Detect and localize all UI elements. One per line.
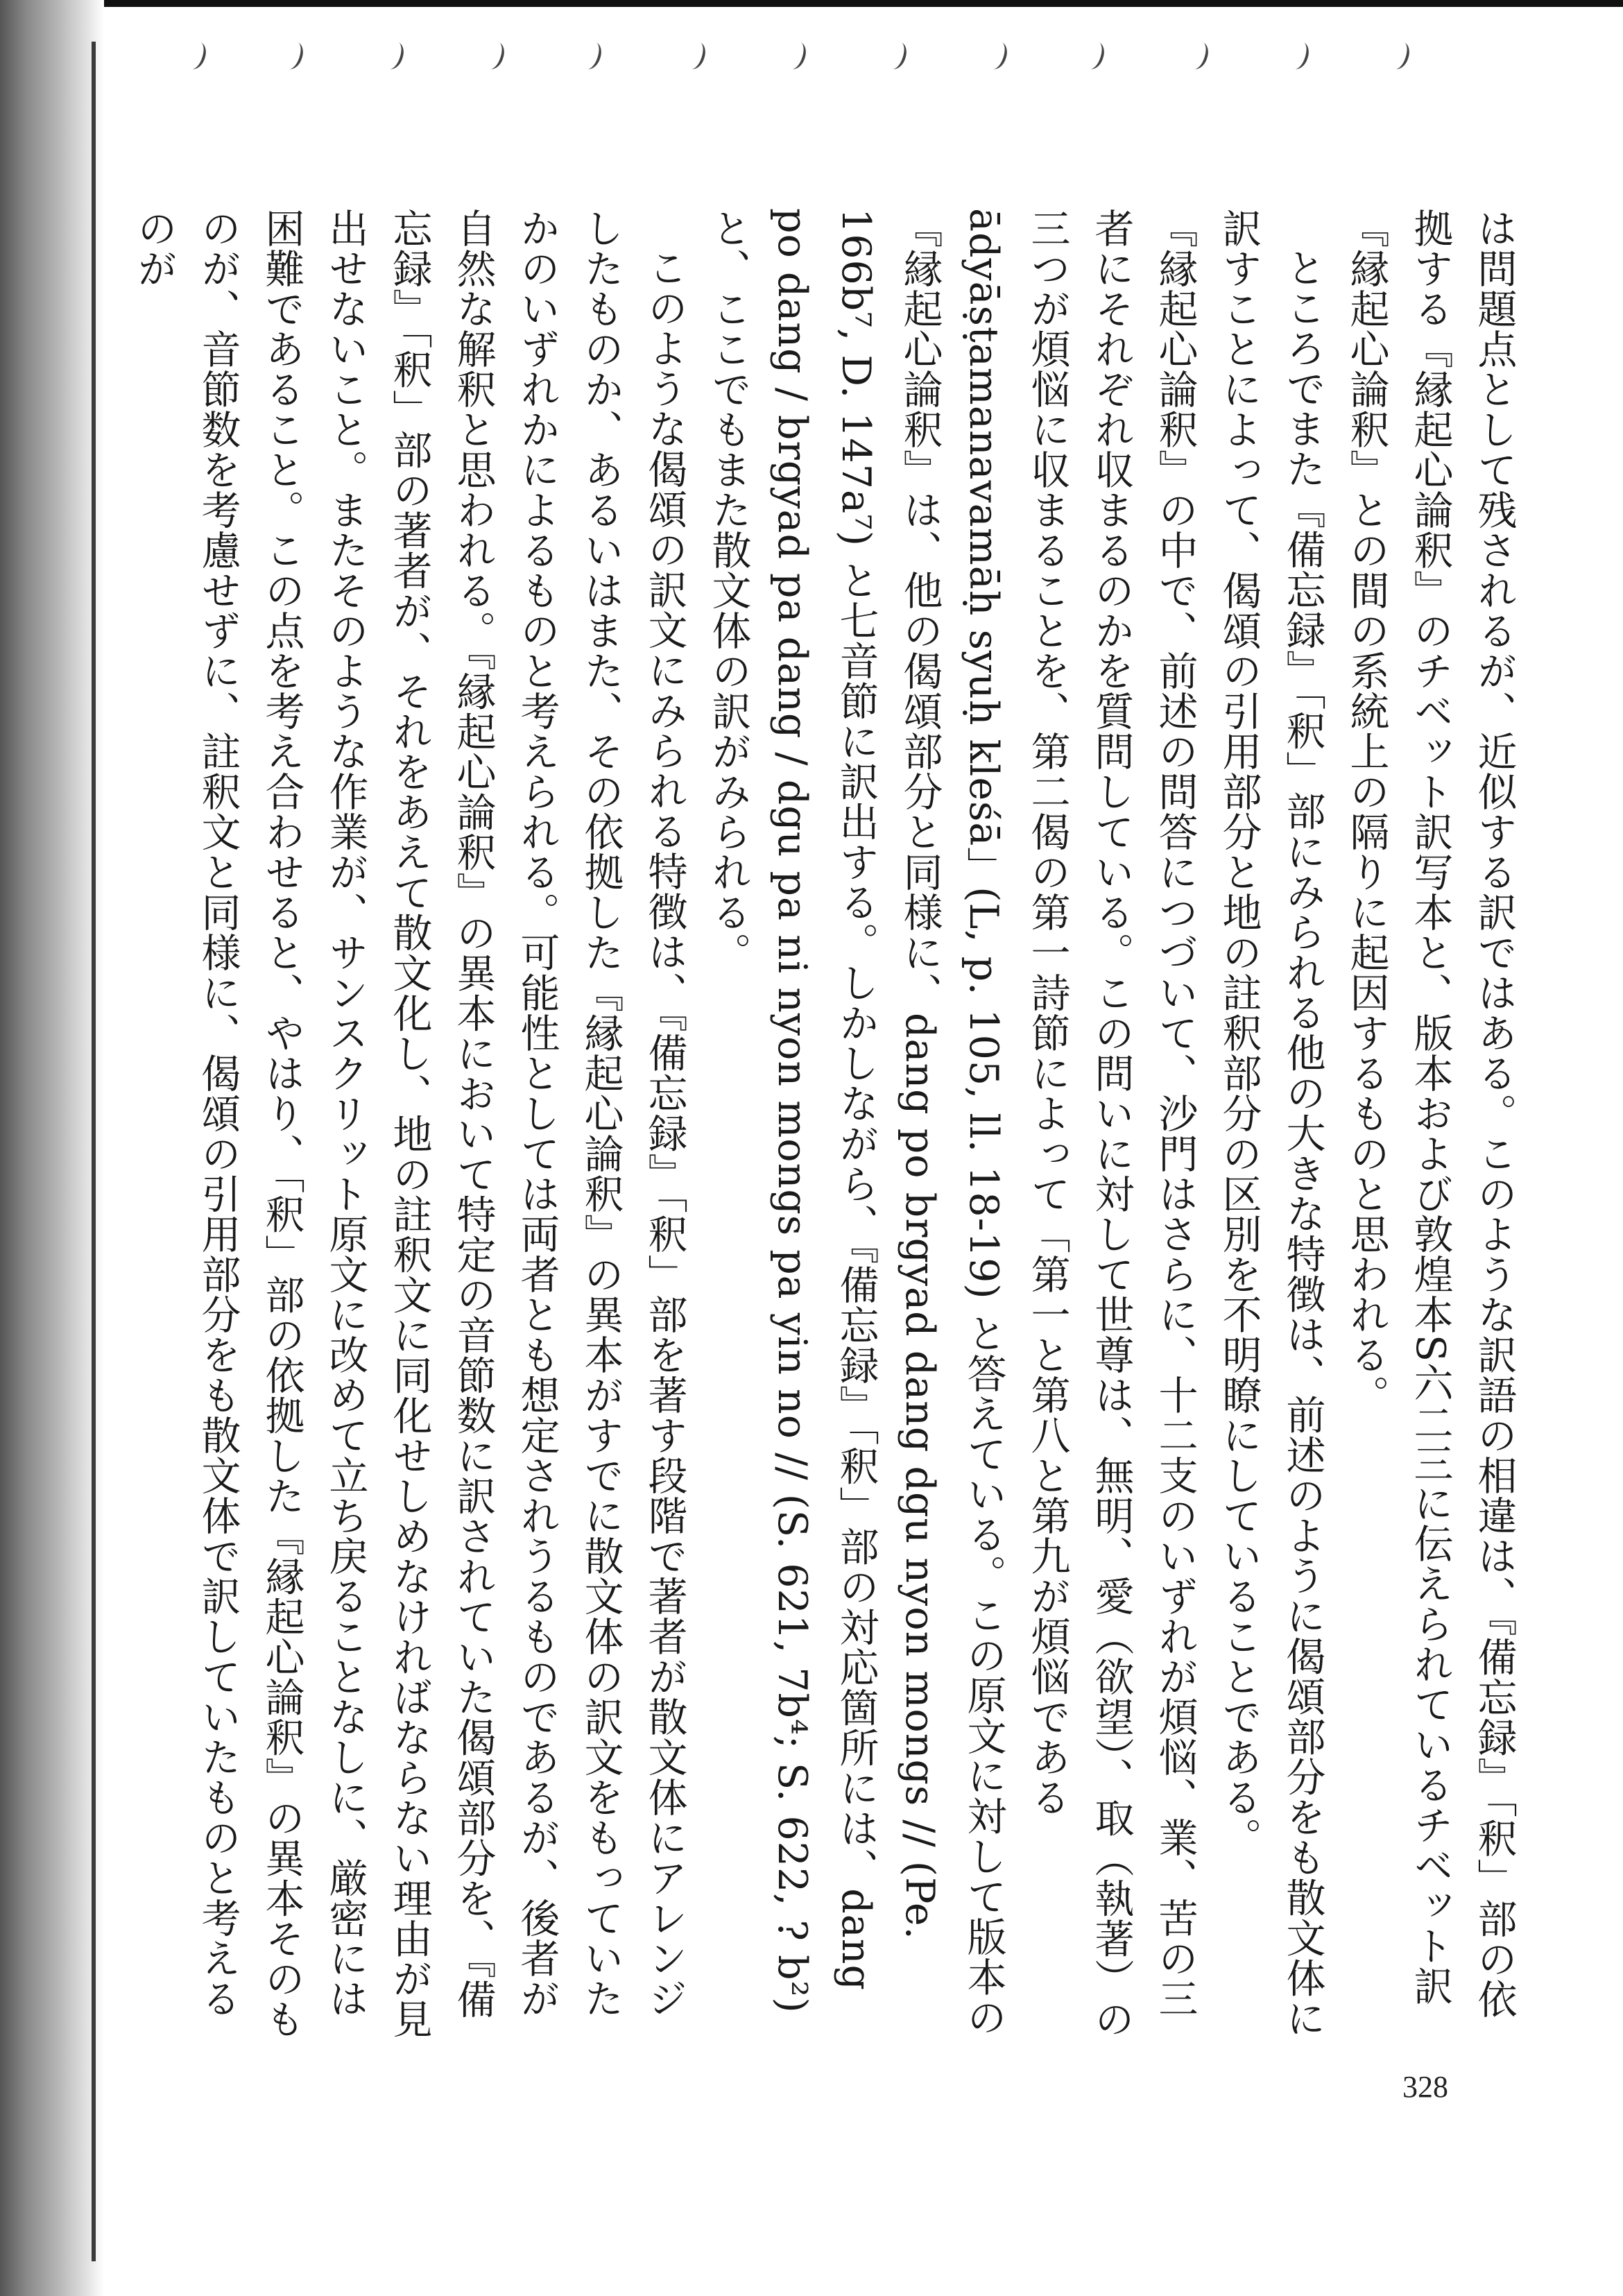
- paragraph-1: は問題点として残されるが、近似する訳ではある。このような訳語の相違は、『備忘録』「釈」部の依拠する『縁起心論釈』のチベット訳写本と、版本および敦煌本S六二三に伝えられているチベット訳『縁起心論釈』との間の系統上の隔りに起因するものと思われる。: [1343, 208, 1517, 2019]
- binding-mark: [1386, 40, 1412, 71]
- paragraph-3: 『縁起心論釈』の中で、前述の問答につづいて、沙門はさらに、十二支のいずれが煩悩、業、苦の三者にそれぞれ収まるのかを質問している。この問いに対して世尊は、無明、愛（欲望）、取（執著）の三つが煩悩に収まることを、第二偈の第一詩節によって「第一と第八と第九が煩悩である ādyāṣṭamanavamāḥ syuḥ kleśā」(L, p. 105, ll. 18-19) と答えている。この原文に対して版本の『縁起心論釈』は、他の偈頌部分と同様に、dang po brgyad dang dgu nyon mongs // (Pe. 166b⁷, D. 147a⁷) と七音節に訳出する。しかしながら、『備忘録』「釈」部の対応箇所には、dang po dang / brgyad pa dang / dgu pa ni nyon mongs pa yin no // (S. 621, 7b⁴; S. 622, ? b²) と、ここでもまた散文体の訳がみられる。: [705, 208, 1198, 2039]
- binding-mark: [884, 40, 909, 71]
- binding-mark: [984, 40, 1010, 71]
- binding-gutter-shadow: [0, 0, 104, 2296]
- binding-mark: [1081, 40, 1107, 71]
- binding-mark: [578, 40, 604, 71]
- paragraph-2: ところでまた『備忘録』「釈」部にみられる他の大きな特徴は、前述のように偈頌部分をも散文体に訳すことによって、偈頌の引用部分と地の註釈部分の区別を不明瞭にしていることである。: [1216, 208, 1325, 2039]
- binding-mark: [183, 40, 209, 71]
- paragraph-4: このような偈頌の訳文にみられる特徴は、『備忘録』「釈」部を著す段階で著者が散文体にアレンジしたものか、あるいはまた、その依拠した『縁起心論釈』の異本がすでに散文体の訳文をもっていたかのいずれかによるものと考えられる。可能性としては両者とも想定されうるものであるが、後者が自然な解釈と思われる。『縁起心論釈』の異本において特定の音節数に訳されていた偈頌部分を、『備忘録』「釈」部の著者が、それをあえて散文化し、地の註釈文に同化せしめなければならない理由が見出せないこと。またそのような作業が、サンスクリット原文に改めて立ち戻ることなしに、厳密には困難であること。この点を考え合わせると、やはり、「釈」部の依拠した『縁起心論釈』の異本そのものが、音節数を考慮せずに、註釈文と同様に、偈頌の引用部分をも散文体で訳していたものと考えるのが: [131, 208, 687, 2039]
- binding-edge-line: [92, 42, 96, 2261]
- binding-mark: [783, 40, 809, 71]
- binding-hole-marks: [111, 28, 1568, 90]
- page-top-edge: [0, 0, 1623, 7]
- binding-mark: [682, 40, 708, 71]
- binding-mark: [280, 40, 306, 71]
- binding-mark: [1185, 40, 1211, 71]
- page-number: 328: [1402, 2070, 1448, 2104]
- binding-mark: [1286, 40, 1312, 71]
- binding-mark: [481, 40, 507, 71]
- body-text: [131, 208, 1526, 2053]
- binding-mark: [381, 40, 406, 71]
